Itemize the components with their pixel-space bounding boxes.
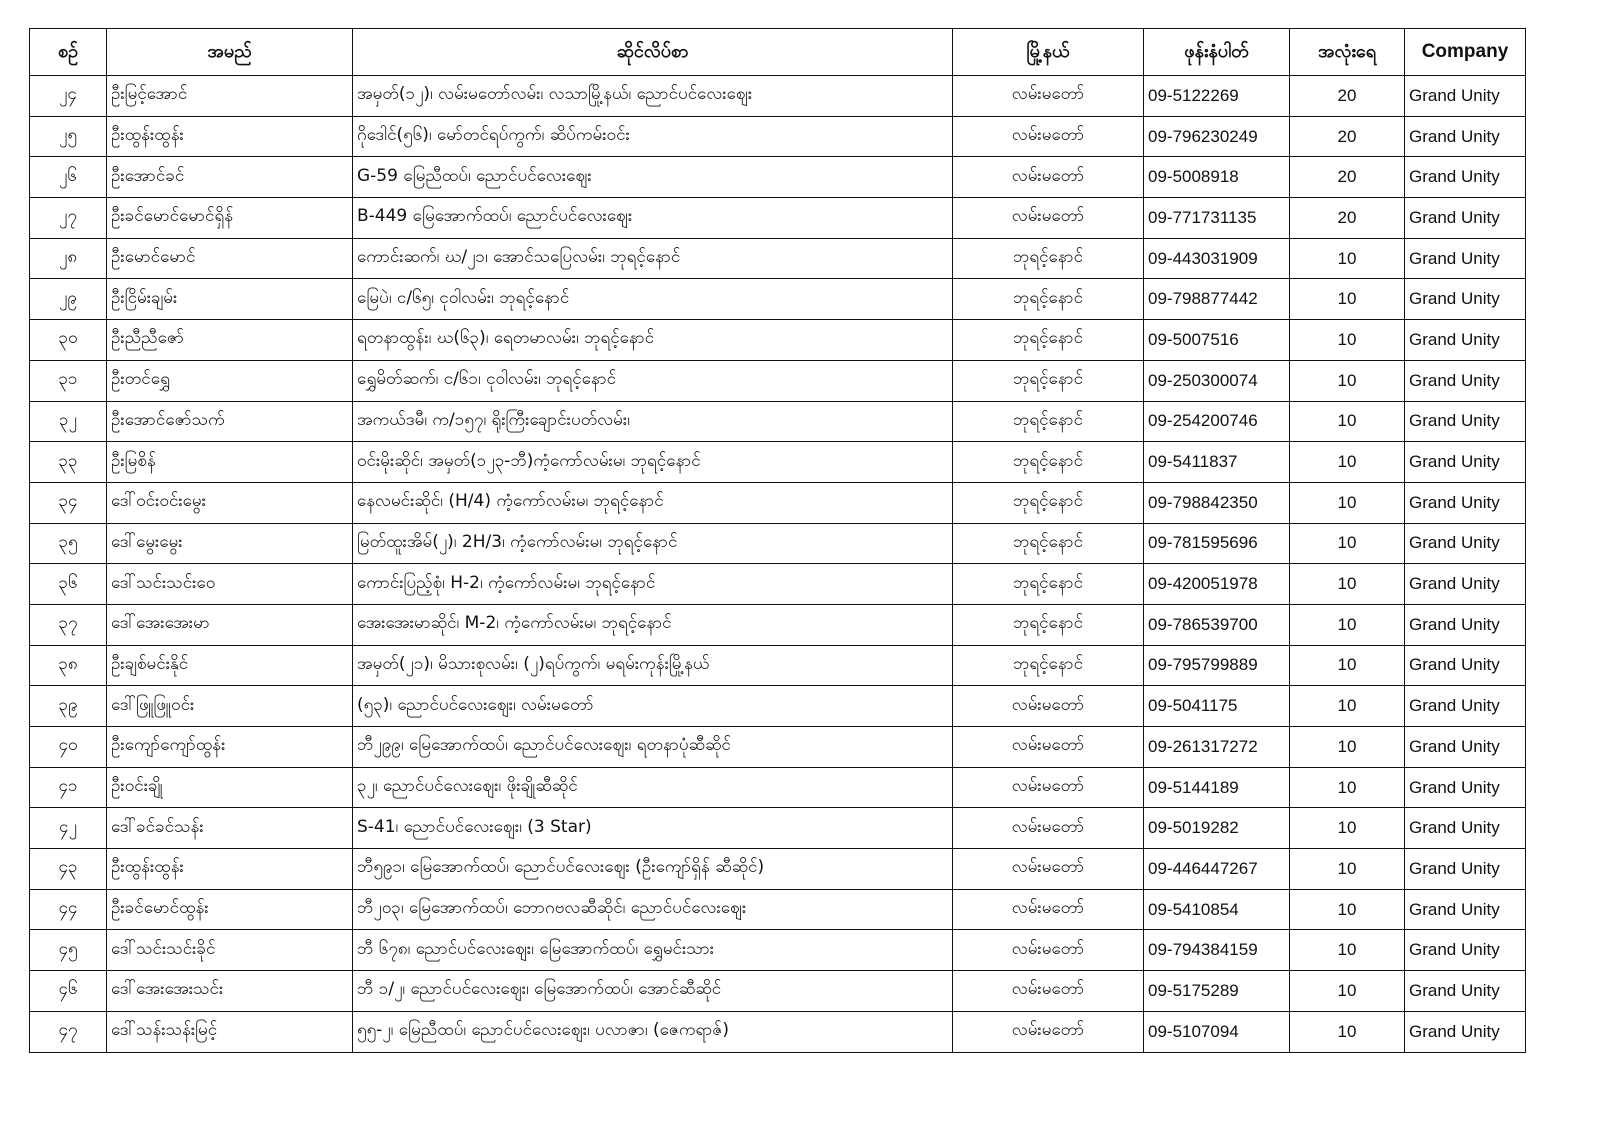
cell-township: လမ်းမတော် xyxy=(953,116,1144,157)
cell-no: ၃၄ xyxy=(30,482,107,523)
cell-address: B-449 မြေအောက်ထပ်၊ ညောင်ပင်လေးဈေး xyxy=(353,198,953,239)
table-row xyxy=(30,686,1526,727)
cell-no: ၂၈ xyxy=(30,238,107,279)
cell-address: အကယ်ဒမီ၊ က/၁၅၇၊ ရိုးကြီးချောင်းပတ်လမ်း၊ xyxy=(353,401,953,442)
cell-no: ၄၃ xyxy=(30,849,107,890)
header-name: အမည် xyxy=(107,29,353,76)
cell-phone: 09-796230249 xyxy=(1144,116,1290,157)
cell-address: ဂိုဒေါင်(၅၆)၊ မော်တင်ရပ်ကွက်၊ ဆိပ်ကမ်းဝင်း xyxy=(353,116,953,157)
cell-company: Grand Unity xyxy=(1405,930,1526,971)
cell-name: ဒေါ်အေးအေးသင်း xyxy=(107,971,353,1012)
cell-name: ဒေါ်သင်းသင်းဝေ xyxy=(107,564,353,605)
cell-company: Grand Unity xyxy=(1405,360,1526,401)
cell-quantity: 10 xyxy=(1290,930,1405,971)
cell-address: မြတ်ထူးအိမ်(၂)၊ 2H/3၊ ကံ့ကော်လမ်းမ၊ ဘုရင့်နောင် xyxy=(353,523,953,564)
table-row xyxy=(30,238,1526,279)
cell-quantity: 10 xyxy=(1290,482,1405,523)
cell-quantity: 10 xyxy=(1290,564,1405,605)
table-row xyxy=(30,727,1526,768)
table-row xyxy=(30,442,1526,483)
cell-no: ၄၀ xyxy=(30,727,107,768)
cell-no: ၃၂ xyxy=(30,401,107,442)
cell-address: နေလမင်းဆိုင်၊ (H/4) ကံ့ကော်လမ်းမ၊ ဘုရင့်နောင် xyxy=(353,482,953,523)
table-body xyxy=(30,76,1526,1053)
cell-company: Grand Unity xyxy=(1405,767,1526,808)
cell-name: ဦးကျော်ကျော်ထွန်း xyxy=(107,727,353,768)
cell-township: ဘုရင့်နောင် xyxy=(953,360,1144,401)
cell-no: ၃၉ xyxy=(30,686,107,727)
cell-township: လမ်းမတော် xyxy=(953,889,1144,930)
cell-name: ဒေါ်မွေးမွေး xyxy=(107,523,353,564)
cell-quantity: 10 xyxy=(1290,1011,1405,1052)
cell-company: Grand Unity xyxy=(1405,889,1526,930)
cell-phone: 09-5107094 xyxy=(1144,1011,1290,1052)
cell-quantity: 10 xyxy=(1290,971,1405,1012)
cell-township: လမ်းမတော် xyxy=(953,971,1144,1012)
table-row xyxy=(30,523,1526,564)
cell-company: Grand Unity xyxy=(1405,482,1526,523)
cell-company: Grand Unity xyxy=(1405,198,1526,239)
cell-name: ဦးခင်မောင်ထွန်း xyxy=(107,889,353,930)
cell-township: လမ်းမတော် xyxy=(953,930,1144,971)
cell-name: ဒေါ်ဖြူဖြူဝင်း xyxy=(107,686,353,727)
cell-address: ဘီ၂၀၃၊ မြေအောက်ထပ်၊ ဘောဂဗလဆီဆိုင်၊ ညောင်ပင်လေးဈေး xyxy=(353,889,953,930)
cell-phone: 09-798877442 xyxy=(1144,279,1290,320)
table-row xyxy=(30,116,1526,157)
cell-quantity: 20 xyxy=(1290,116,1405,157)
table-row xyxy=(30,849,1526,890)
cell-township: ဘုရင့်နောင် xyxy=(953,564,1144,605)
cell-phone: 09-5008918 xyxy=(1144,157,1290,198)
cell-name: ဒေါ်ဝင်းဝင်းမွေး xyxy=(107,482,353,523)
cell-quantity: 10 xyxy=(1290,604,1405,645)
cell-address: (၅၃)၊ ညောင်ပင်လေးဈေး၊ လမ်းမတော် xyxy=(353,686,953,727)
cell-address: ကောင်းဆက်၊ ဃ/၂၁၊ အောင်သပြေလမ်း၊ ဘုရင့်နောင် xyxy=(353,238,953,279)
cell-quantity: 10 xyxy=(1290,889,1405,930)
cell-no: ၄၂ xyxy=(30,808,107,849)
table-row xyxy=(30,360,1526,401)
cell-name: ဦးမြင့်အောင် xyxy=(107,76,353,117)
cell-no: ၄၆ xyxy=(30,971,107,1012)
cell-company: Grand Unity xyxy=(1405,523,1526,564)
cell-phone: 09-781595696 xyxy=(1144,523,1290,564)
cell-quantity: 10 xyxy=(1290,686,1405,727)
cell-quantity: 10 xyxy=(1290,442,1405,483)
cell-no: ၃၅ xyxy=(30,523,107,564)
cell-township: ဘုရင့်နောင် xyxy=(953,401,1144,442)
cell-phone: 09-446447267 xyxy=(1144,849,1290,890)
cell-address: အမှတ်(၂၁)၊ မိသားစုလမ်း၊ (၂)ရပ်ကွက်၊ မရမ်းကုန်းမြို့နယ် xyxy=(353,645,953,686)
cell-township: လမ်းမတော် xyxy=(953,686,1144,727)
cell-address: ဘီ၂၉၉၊ မြေအောက်ထပ်၊ ညောင်ပင်လေးဈေး၊ ရတနာပုံဆီဆိုင် xyxy=(353,727,953,768)
cell-address: ဘီ ၁/၂၊ ညောင်ပင်လေးဈေး၊ မြေအောက်ထပ်၊ အောင်ဆီဆိုင် xyxy=(353,971,953,1012)
cell-company: Grand Unity xyxy=(1405,279,1526,320)
cell-name: ဦးအောင်ခင် xyxy=(107,157,353,198)
table-row xyxy=(30,198,1526,239)
cell-address: အေးအေးမာဆိုင်၊ M-2၊ ကံ့ကော်လမ်းမ၊ ဘုရင့်နောင် xyxy=(353,604,953,645)
table-row xyxy=(30,564,1526,605)
cell-quantity: 10 xyxy=(1290,320,1405,361)
cell-phone: 09-5041175 xyxy=(1144,686,1290,727)
cell-address: မြေပဲ၊ င/၆၅၊ ငုဝါလမ်း၊ ဘုရင့်နောင် xyxy=(353,279,953,320)
cell-name: ဦးမောင်မောင် xyxy=(107,238,353,279)
cell-address: ဘီ ၆၇၈၊ ညောင်ပင်လေးဈေး၊ မြေအောက်ထပ်၊ ရွှေမင်းသား xyxy=(353,930,953,971)
cell-no: ၂၅ xyxy=(30,116,107,157)
cell-no: ၄၅ xyxy=(30,930,107,971)
cell-name: ဒေါ်သင်းသင်းခိုင် xyxy=(107,930,353,971)
cell-township: လမ်းမတော် xyxy=(953,198,1144,239)
cell-township: ဘုရင့်နောင် xyxy=(953,604,1144,645)
cell-quantity: 10 xyxy=(1290,523,1405,564)
cell-name: ဦးချစ်မင်းနိုင် xyxy=(107,645,353,686)
cell-phone: 09-261317272 xyxy=(1144,727,1290,768)
table-row xyxy=(30,604,1526,645)
cell-company: Grand Unity xyxy=(1405,116,1526,157)
cell-address: ရွှေမိတ်ဆက်၊ င/၆၁၊ ငုဝါလမ်း၊ ဘုရင့်နောင် xyxy=(353,360,953,401)
cell-name: ဒေါ်အေးအေးမာ xyxy=(107,604,353,645)
cell-quantity: 20 xyxy=(1290,157,1405,198)
table-header-row xyxy=(30,29,1526,76)
cell-address: G-59 မြေညီထပ်၊ ညောင်ပင်လေးဈေး xyxy=(353,157,953,198)
cell-no: ၂၉ xyxy=(30,279,107,320)
cell-township: ဘုရင့်နောင် xyxy=(953,238,1144,279)
cell-name: ဦးအောင်ဇော်သက် xyxy=(107,401,353,442)
cell-township: လမ်းမတော် xyxy=(953,727,1144,768)
table-row xyxy=(30,930,1526,971)
cell-phone: 09-5019282 xyxy=(1144,808,1290,849)
cell-address: ဘီ၅၉၁၊ မြေအောက်ထပ်၊ ညောင်ပင်လေးဈေး (ဦးကျော်ရှိန် ဆီဆိုင်) xyxy=(353,849,953,890)
header-quantity: အလုံးရေ xyxy=(1290,29,1405,76)
cell-no: ၃၁ xyxy=(30,360,107,401)
cell-phone: 09-798842350 xyxy=(1144,482,1290,523)
cell-phone: 09-254200746 xyxy=(1144,401,1290,442)
table-row xyxy=(30,1011,1526,1052)
cell-company: Grand Unity xyxy=(1405,604,1526,645)
cell-phone: 09-5410854 xyxy=(1144,889,1290,930)
cell-quantity: 10 xyxy=(1290,767,1405,808)
cell-township: လမ်းမတော် xyxy=(953,767,1144,808)
header-address: ဆိုင်လိပ်စာ xyxy=(353,29,953,76)
cell-company: Grand Unity xyxy=(1405,1011,1526,1052)
cell-name: ဦးဝင်းချို xyxy=(107,767,353,808)
cell-quantity: 10 xyxy=(1290,238,1405,279)
cell-phone: 09-795799889 xyxy=(1144,645,1290,686)
cell-township: ဘုရင့်နောင် xyxy=(953,482,1144,523)
cell-no: ၂၄ xyxy=(30,76,107,117)
header-company: Company xyxy=(1405,29,1526,76)
table-row xyxy=(30,889,1526,930)
cell-township: လမ်းမတော် xyxy=(953,808,1144,849)
cell-quantity: 10 xyxy=(1290,808,1405,849)
cell-phone: 09-794384159 xyxy=(1144,930,1290,971)
cell-name: ဒေါ်ခင်ခင်သန်း xyxy=(107,808,353,849)
cell-address: S-41၊ ညောင်ပင်လေးဈေး၊ (3 Star) xyxy=(353,808,953,849)
cell-no: ၄၇ xyxy=(30,1011,107,1052)
cell-quantity: 10 xyxy=(1290,645,1405,686)
cell-address: ရတနာထွန်း၊ ဃ(၆၃)၊ ရေတမာလမ်း၊ ဘုရင့်နောင် xyxy=(353,320,953,361)
cell-no: ၄၁ xyxy=(30,767,107,808)
table-row xyxy=(30,279,1526,320)
cell-address: အမှတ်(၁၂)၊ လမ်းမတော်လမ်း၊ လသာမြို့နယ်၊ ညောင်ပင်လေးဈေး xyxy=(353,76,953,117)
cell-no: ၃၆ xyxy=(30,564,107,605)
cell-company: Grand Unity xyxy=(1405,442,1526,483)
cell-quantity: 10 xyxy=(1290,401,1405,442)
cell-phone: 09-771731135 xyxy=(1144,198,1290,239)
cell-no: ၂၆ xyxy=(30,157,107,198)
header-phone: ဖုန်းနံပါတ် xyxy=(1144,29,1290,76)
cell-no: ၃၇ xyxy=(30,604,107,645)
cell-township: ဘုရင့်နောင် xyxy=(953,645,1144,686)
cell-quantity: 10 xyxy=(1290,360,1405,401)
cell-phone: 09-5175289 xyxy=(1144,971,1290,1012)
distributor-table xyxy=(29,28,1526,1053)
cell-name: ဦးငြိမ်းချမ်း xyxy=(107,279,353,320)
cell-address: ၃၂၊ ညောင်ပင်လေးဈေး၊ ဖိုးချိုဆီဆိုင် xyxy=(353,767,953,808)
header-township: မြို့နယ် xyxy=(953,29,1144,76)
cell-no: ၃၈ xyxy=(30,645,107,686)
cell-township: လမ်းမတော် xyxy=(953,1011,1144,1052)
table-row xyxy=(30,971,1526,1012)
cell-township: လမ်းမတော် xyxy=(953,76,1144,117)
cell-phone: 09-5144189 xyxy=(1144,767,1290,808)
cell-company: Grand Unity xyxy=(1405,157,1526,198)
cell-no: ၂၇ xyxy=(30,198,107,239)
cell-company: Grand Unity xyxy=(1405,686,1526,727)
cell-phone: 09-786539700 xyxy=(1144,604,1290,645)
table-row xyxy=(30,482,1526,523)
cell-address: ၅၅-၂၊ မြေညီထပ်၊ ညောင်ပင်လေးဈေး၊ ပလာဇာ၊ (ဇေကရာဇ်) xyxy=(353,1011,953,1052)
table-row xyxy=(30,157,1526,198)
table-row xyxy=(30,76,1526,117)
cell-name: ဦးတင်ရွှေ xyxy=(107,360,353,401)
table-row xyxy=(30,401,1526,442)
cell-name: ဦးထွန်းထွန်း xyxy=(107,116,353,157)
cell-company: Grand Unity xyxy=(1405,727,1526,768)
cell-phone: 09-443031909 xyxy=(1144,238,1290,279)
cell-name: ဒေါ်သန်းသန်းမြင့် xyxy=(107,1011,353,1052)
cell-name: ဦးခင်မောင်မောင်ရှိန် xyxy=(107,198,353,239)
table-row xyxy=(30,645,1526,686)
cell-no: ၃၃ xyxy=(30,442,107,483)
cell-company: Grand Unity xyxy=(1405,401,1526,442)
cell-township: ဘုရင့်နောင် xyxy=(953,523,1144,564)
cell-phone: 09-5007516 xyxy=(1144,320,1290,361)
table-row xyxy=(30,767,1526,808)
cell-company: Grand Unity xyxy=(1405,849,1526,890)
cell-township: လမ်းမတော် xyxy=(953,849,1144,890)
cell-company: Grand Unity xyxy=(1405,645,1526,686)
cell-quantity: 10 xyxy=(1290,849,1405,890)
cell-phone: 09-250300074 xyxy=(1144,360,1290,401)
cell-address: ကောင်းပြည့်စုံ၊ H-2၊ ကံ့ကော်လမ်းမ၊ ဘုရင့်နောင် xyxy=(353,564,953,605)
cell-phone: 09-420051978 xyxy=(1144,564,1290,605)
header-no: စဥ် xyxy=(30,29,107,76)
cell-address: ဝင်းမိုးဆိုင်၊ အမှတ်(၁၂၃-ဘီ)ကံ့ကော်လမ်းမ၊ ဘုရင့်နောင် xyxy=(353,442,953,483)
cell-quantity: 10 xyxy=(1290,279,1405,320)
cell-name: ဦးညီညီဇော် xyxy=(107,320,353,361)
cell-township: လမ်းမတော် xyxy=(953,157,1144,198)
cell-quantity: 20 xyxy=(1290,198,1405,239)
cell-company: Grand Unity xyxy=(1405,76,1526,117)
cell-name: ဦးထွန်းထွန်း xyxy=(107,849,353,890)
cell-company: Grand Unity xyxy=(1405,320,1526,361)
cell-phone: 09-5122269 xyxy=(1144,76,1290,117)
cell-township: ဘုရင့်နောင် xyxy=(953,320,1144,361)
cell-township: ဘုရင့်နောင် xyxy=(953,279,1144,320)
cell-company: Grand Unity xyxy=(1405,808,1526,849)
cell-quantity: 20 xyxy=(1290,76,1405,117)
cell-company: Grand Unity xyxy=(1405,238,1526,279)
cell-name: ဦးမြစိန် xyxy=(107,442,353,483)
cell-township: ဘုရင့်နောင် xyxy=(953,442,1144,483)
cell-quantity: 10 xyxy=(1290,727,1405,768)
cell-company: Grand Unity xyxy=(1405,971,1526,1012)
cell-company: Grand Unity xyxy=(1405,564,1526,605)
table-row xyxy=(30,320,1526,361)
cell-no: ၄၄ xyxy=(30,889,107,930)
table-row xyxy=(30,808,1526,849)
cell-no: ၃၀ xyxy=(30,320,107,361)
cell-phone: 09-5411837 xyxy=(1144,442,1290,483)
